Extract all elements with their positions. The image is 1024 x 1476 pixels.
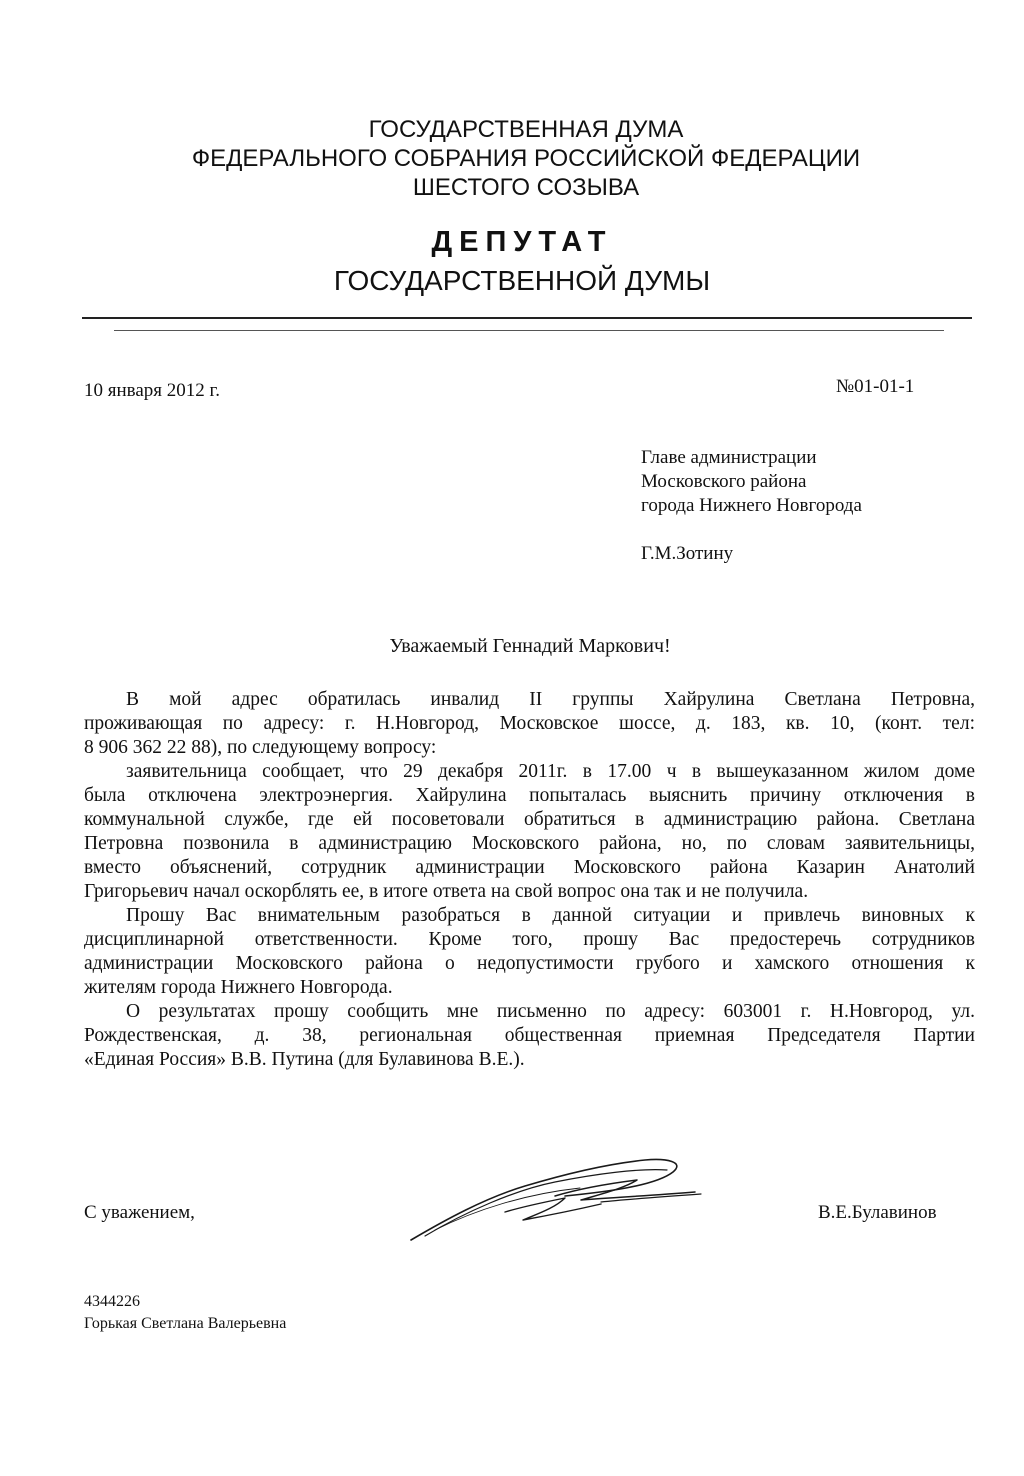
body-line: Рождественская, д. 38, региональная общественная приемная Председателя Партии — [84, 1025, 975, 1046]
letter-date: 10 января 2012 г. — [84, 380, 220, 401]
org-name-line-3: ШЕСТОГО СОЗЫВА — [412, 174, 640, 201]
body-line: Прошу Вас внимательным разобраться в данной ситуации и привлечь виновных к — [126, 905, 975, 926]
body-line: О результатах прошу сообщить мне письменно по адресу: 603001 г. Н.Новгород, ул. — [126, 1001, 975, 1022]
executor-name: Горькая Светлана Валерьевна — [84, 1315, 287, 1332]
body-line: заявительница сообщает, что 29 декабря 2011г. в 17.00 ч в вышеуказанном жилом доме — [126, 761, 975, 782]
body-line: «Единая Россия» В.В. Путина (для Булавинова В.Е.). — [84, 1049, 525, 1070]
body-line: Петровна позвонила в администрацию Московского района, но, по словам заявительницы, — [84, 833, 975, 854]
body-line: вместо объяснений, сотрудник администрации Московского района Казарин Анатолий — [84, 857, 975, 878]
letter-body — [84, 688, 975, 1072]
body-line: проживающая по адресу: г. Н.Новгород, Московское шоссе, д. 183, кв. 10, (конт. тел: — [84, 713, 975, 734]
addressee-line-3: города Нижнего Новгорода — [641, 495, 862, 516]
handwritten-signature — [405, 1150, 705, 1245]
salutation: Уважаемый Геннадий Маркович! — [389, 635, 671, 657]
body-paragraph-1 — [84, 688, 975, 760]
body-paragraph-4 — [84, 1000, 975, 1072]
executor-phone: 4344226 — [84, 1293, 140, 1310]
body-paragraph-3 — [84, 904, 975, 1000]
letterhead-subtitle: ГОСУДАРСТВЕННОЙ ДУМЫ — [333, 265, 711, 296]
body-line: дисциплинарной ответственности. Кроме того, прошу Вас предостеречь сотрудников — [84, 929, 975, 950]
body-paragraph-2 — [84, 760, 975, 904]
addressee-name: Г.М.Зотину — [641, 543, 734, 564]
body-line: администрации Московского района о недопустимости грубого и хамского отношения к — [84, 953, 975, 974]
addressee-line-1: Главе администрации — [641, 447, 817, 468]
letterhead-rule-thin — [114, 330, 944, 331]
org-name-line-2: ФЕДЕРАЛЬНОГО СОБРАНИЯ РОССИЙСКОЙ ФЕДЕРАЦИИ — [191, 145, 861, 172]
body-line: Григорьевич начал оскорблять ее, в итоге ответа на свой вопрос она так и не получила. — [84, 881, 809, 902]
org-name-line-1: ГОСУДАРСТВЕННАЯ ДУМА — [368, 116, 684, 143]
body-line: жителям города Нижнего Новгорода. — [84, 977, 393, 998]
letterhead-title: ДЕПУТАТ — [431, 226, 613, 258]
body-line: 8 906 362 22 88), по следующему вопросу: — [84, 737, 437, 758]
body-line: В мой адрес обратилась инвалид II группы Хайрулина Светлана Петровна, — [126, 689, 975, 710]
letter-number: №01-01-1 — [836, 376, 915, 397]
letterhead-rule-thick — [82, 317, 972, 319]
body-line: коммунальной службе, где ей посоветовали обратиться в администрацию района. Светлана — [84, 809, 975, 830]
signer-name: В.Е.Булавинов — [818, 1202, 937, 1223]
body-line: была отключена электроэнергия. Хайрулина попыталась выяснить причину отключения в — [84, 785, 975, 806]
closing-phrase: С уважением, — [84, 1202, 195, 1223]
addressee-line-2: Московского района — [641, 471, 807, 492]
